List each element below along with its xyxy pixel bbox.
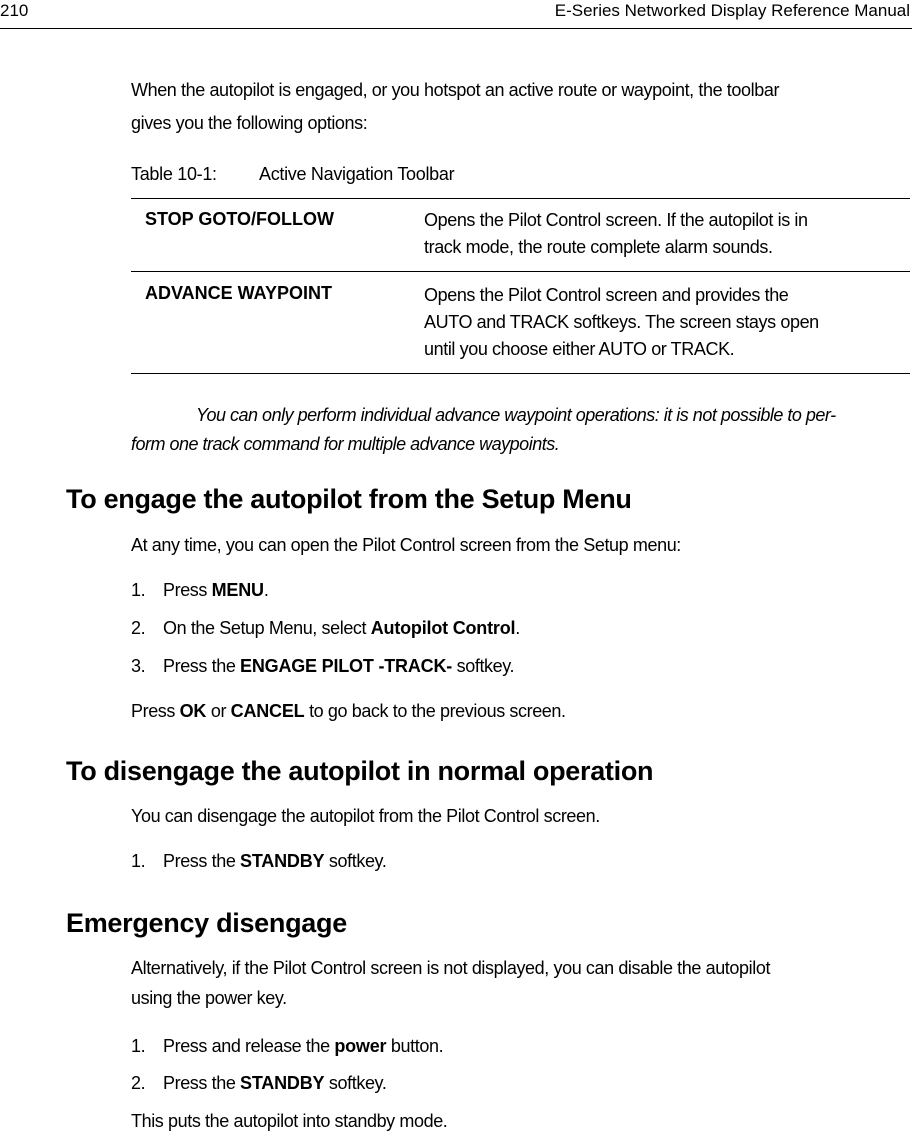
list-item: Press and release the power button. [163, 1036, 444, 1056]
disengage-intro: You can disengage the autopilot from the Pilot Control screen. [131, 806, 600, 826]
note-line-1: You can only perform individual advance waypoint operations: it is not possible to per- [196, 405, 836, 425]
table-row-desc [424, 207, 909, 261]
keyword: ENGAGE PILOT -TRACK- [240, 656, 453, 676]
table-row-desc-line: Opens the Pilot Control screen. If the autopilot is in [424, 210, 808, 230]
list-item: Press the STANDBY softkey. [163, 851, 387, 871]
table-bottom-rule [131, 373, 910, 374]
table-row-key: ADVANCE WAYPOINT [145, 283, 333, 303]
emergency-intro-line-1: Alternatively, if the Pilot Control screen is not displayed, you can disable the autopilot [131, 958, 771, 978]
keyword: STANDBY [240, 851, 325, 871]
table-caption-title: Active Navigation Toolbar [259, 164, 455, 184]
table-row-desc-line: until you choose either AUTO or TRACK. [424, 339, 735, 359]
heading-disengage: To disengage the autopilot in normal operation [66, 756, 654, 786]
keyword: MENU [211, 580, 264, 600]
list-item: On the Setup Menu, select Autopilot Control. [163, 618, 520, 638]
list-number: 1. [131, 1036, 146, 1056]
keyword: STANDBY [240, 1073, 325, 1093]
list-number: 1. [131, 851, 146, 871]
emergency-intro-line-2: using the power key. [131, 988, 287, 1008]
list-item: Press MENU. [163, 580, 269, 600]
list-number: 1. [131, 580, 146, 600]
list-item: Press the ENGAGE PILOT -TRACK- softkey. [163, 656, 515, 676]
engage-outro: Press OK or CANCEL to go back to the previous screen. [131, 701, 566, 721]
table-caption-number: Table 10-1: [131, 164, 217, 184]
table-row-divider [131, 271, 910, 272]
table-top-rule [131, 198, 910, 199]
table-row-key: STOP GOTO/FOLLOW [145, 209, 335, 229]
list-number: 2. [131, 1073, 146, 1093]
engage-intro: At any time, you can open the Pilot Control screen from the Setup menu: [131, 535, 681, 555]
keyword: power [334, 1036, 387, 1056]
heading-engage: To engage the autopilot from the Setup Menu [66, 484, 632, 514]
emergency-outro: This puts the autopilot into standby mode. [131, 1111, 448, 1131]
table-row-desc [424, 282, 909, 363]
keyword: Autopilot Control [370, 618, 516, 638]
table-row-desc-line: track mode, the route complete alarm sounds. [424, 237, 773, 257]
list-number: 3. [131, 656, 146, 676]
header-divider [0, 28, 912, 29]
list-item: Press the STANDBY softkey. [163, 1073, 387, 1093]
heading-emergency: Emergency disengage [66, 908, 347, 938]
table-row-desc-line: AUTO and TRACK softkeys. The screen stays open [424, 312, 819, 332]
manual-title: E-Series Networked Display Reference Manual [554, 1, 910, 20]
keyword: CANCEL [230, 701, 305, 721]
keyword: OK [179, 701, 207, 721]
page-number: 210 [0, 1, 29, 20]
intro-line-2: gives you the following options: [131, 113, 368, 133]
list-number: 2. [131, 618, 146, 638]
intro-line-1: When the autopilot is engaged, or you hotspot an active route or waypoint, the toolbar [131, 80, 780, 100]
table-row-desc-line: Opens the Pilot Control screen and provides the [424, 285, 789, 305]
note-line-2: form one track command for multiple advance waypoints. [131, 434, 560, 454]
